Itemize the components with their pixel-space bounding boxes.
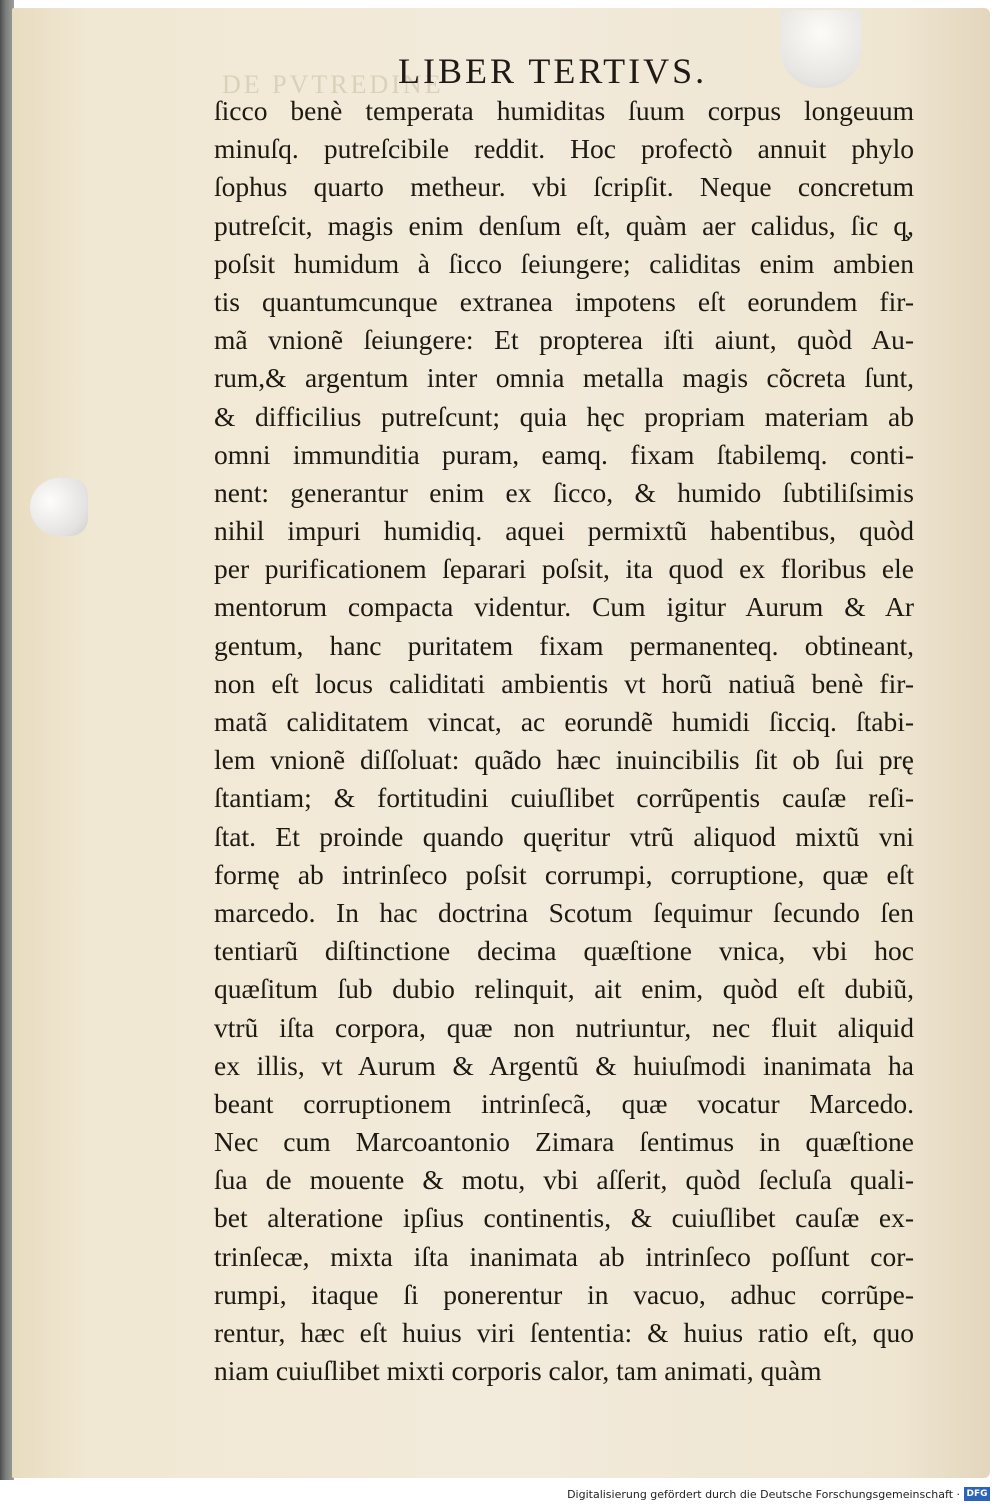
text-line: putreſcit, magis enim denſum eſt, quàm aer calidus, ſic q̧, [214, 209, 914, 241]
text-line: poſsit humidum à ſicco ſeiungere; caliditas enim ambien [214, 247, 914, 279]
text-line: rumpi, itaque ſi ponerentur in vacuo, adhuc corrũpe- [214, 1278, 914, 1310]
footer-bar [0, 1484, 1000, 1509]
text-line: per purificationem ſeparari poſsit, ita quod ex floribus ele [214, 553, 914, 585]
text-line: vtrũ iſta corpora, quæ non nutriuntur, nec fluit aliquid [214, 1011, 914, 1043]
text-line: marcedo. In hac doctrina Scotum ſequimur ſecundo ſen [214, 896, 914, 928]
digitization-credit: Digitalisierung gefördert durch die Deutsche Forschungsgemeinschaft · [567, 1488, 960, 1501]
text-line: omni immunditia puram, eamq. fixam ſtabilemq. conti- [214, 438, 914, 470]
text-line: & difficilius putreſcunt; quia hęc propriam materiam ab [214, 400, 914, 432]
text-line: mentorum compacta videntur. Cum igitur Aurum & Ar [214, 591, 914, 623]
text-line: rentur, hæc eſt huius viri ſententia: & huius ratio eſt, quo [214, 1317, 914, 1348]
text-line: niam cuiuſlibet mixti corporis calor, tam animati, quàm [214, 1355, 822, 1387]
text-line: ſua de mouente & motu, vbi aſſerit, quòd ſecluſa quali- [214, 1164, 914, 1196]
text-line: quæſitum ſub dubio relinquit, ait enim, quòd eſt dubiũ, [214, 973, 914, 1005]
text-line: ſicco benè temperata humiditas ſuum corpus longeuum [214, 95, 914, 126]
text-line: nihil impuri humidiq. aquei permixtũ habentibus, quòd [214, 515, 914, 547]
text-line: ſtat. Et proinde quando quęritur vtrũ aliquod mixtũ vni [214, 820, 914, 852]
text-line: nent: generantur enim ex ſicco, & humido ſubtiliſsimis [214, 476, 914, 508]
page-clip [780, 10, 862, 88]
running-head: LIBER TERTIVS. [398, 51, 708, 91]
text-line: matã caliditatem vincat, ac eorundẽ humidi ſicciq. ſtabi- [214, 706, 914, 737]
text-line: tis quantumcunque extranea impotens eſt eorundem fir- [214, 285, 914, 317]
text-line: ſtantiam; & fortitudini cuiuſlibet corrũpentis cauſæ reſi- [214, 782, 914, 814]
text-line: ex illis, vt Aurum & Argentũ & huiuſmodi inanimata ha [214, 1049, 914, 1081]
text-line: minuſq. putreſcibile reddit. Hoc profectò annuit phylo [214, 133, 914, 165]
bleed-through-text: DE PVTREDINE [222, 70, 444, 99]
text-line: gentum, hanc puritatem fixam permanenteq. obtineant, [214, 629, 914, 661]
text-line: Nec cum Marcoantonio Zimara ſentimus in quæſtione [214, 1126, 914, 1158]
body-text [214, 92, 914, 1390]
text-line: tentiarũ diſtinctione decima quæſtione vnica, vbi hoc [214, 935, 914, 967]
text-line: mã vnionẽ ſeiungere: Et propterea iſti aiunt, quòd Au- [214, 324, 914, 356]
text-line: formę ab intrinſeco poſsit corrumpi, corruptione, quæ eſt [214, 858, 914, 890]
text-line: ſophus quarto metheur. vbi ſcripſit. Neque concretum [214, 171, 914, 203]
dfg-logo[interactable]: DFG [964, 1487, 990, 1501]
text-line: rum,& argentum inter omnia metalla magis cõcreta ſunt, [214, 362, 914, 394]
text-line: lem vnionẽ diſſoluat: quãdo hæc inuincibilis ſit ob ſui prę [214, 744, 914, 776]
text-line: trinſecæ, mixta iſta inanimata ab intrinſeco poſſunt cor- [214, 1240, 914, 1272]
text-line: non eſt locus caliditati ambientis vt horũ natiuã benè fir- [214, 667, 914, 699]
text-line: bet alteratione ipſius continentis, & cuiuſlibet cauſæ ex- [214, 1202, 914, 1234]
thumb-holding-page [30, 478, 88, 536]
text-line: beant corruptionem intrinſecã, quæ vocatur Marcedo. [214, 1087, 914, 1119]
